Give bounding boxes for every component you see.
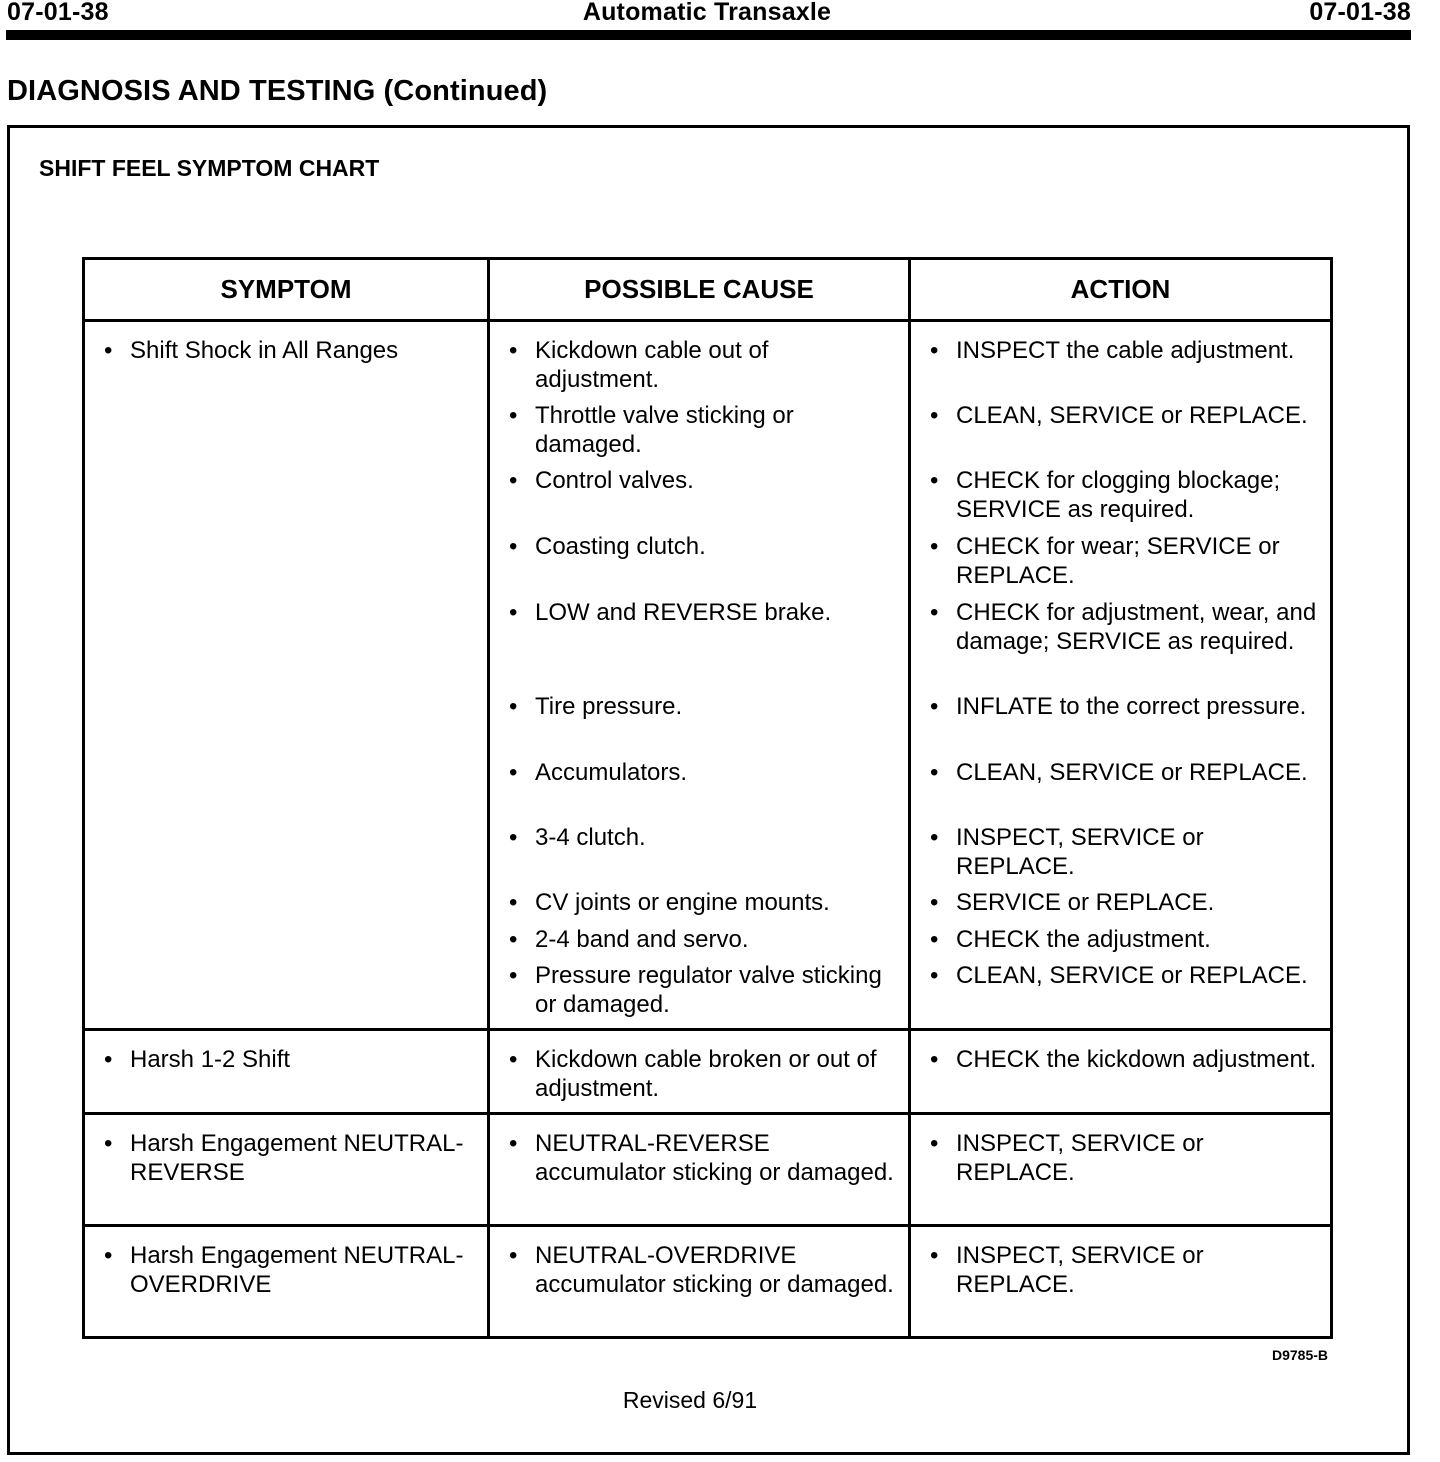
cause-item: • NEUTRAL-REVERSE accumulator sticking or damaged. [506, 1129, 898, 1187]
action-item: • INSPECT, SERVICE or REPLACE. [927, 1129, 1320, 1187]
action-item: • INSPECT, SERVICE or REPLACE. [927, 1241, 1320, 1299]
column-header-symptom: SYMPTOM [84, 259, 489, 321]
cause-item: • NEUTRAL-OVERDRIVE accumulator sticking or damaged. [506, 1241, 898, 1299]
cause-item: • Kickdown cable broken or out of adjustment. [506, 1045, 898, 1103]
action-item: • CLEAN, SERVICE or REPLACE. [927, 401, 1320, 430]
bullet-list [927, 1045, 1320, 1074]
symptom-item: • Shift Shock in All Ranges [101, 336, 477, 365]
figure-id: D9785-B [1271, 1347, 1328, 1363]
symptom-cell [84, 1030, 489, 1114]
table-header-row [84, 259, 1332, 321]
action-item: • CLEAN, SERVICE or REPLACE. [927, 961, 1320, 990]
action-cell [910, 1226, 1332, 1338]
cause-item: • 2-4 band and servo. [506, 925, 898, 954]
cause-item: • Control valves. [506, 466, 898, 495]
cause-item: • CV joints or engine mounts. [506, 888, 898, 917]
running-title: Automatic Transaxle [582, 0, 832, 26]
action-item: • CHECK for adjustment, wear, and damage; SERVICE as required. [927, 598, 1320, 656]
action-item: • INFLATE to the correct pressure. [927, 692, 1320, 721]
cause-cell [489, 1226, 910, 1338]
cause-item: • LOW and REVERSE brake. [506, 598, 898, 627]
action-cell [910, 1030, 1332, 1114]
action-cell [910, 321, 1332, 1030]
column-header-possible-cause: POSSIBLE CAUSE [489, 259, 910, 321]
table-row [84, 1114, 1332, 1226]
cause-item: • Coasting clutch. [506, 532, 898, 561]
bullet-list [927, 1241, 1320, 1299]
page-number-right: 07-01-38 [1309, 0, 1411, 26]
table-row [84, 321, 1332, 1030]
bullet-list [101, 1045, 477, 1074]
table-row [84, 1226, 1332, 1338]
cause-item: • Kickdown cable out of adjustment. [506, 336, 898, 394]
chart-title: SHIFT FEEL SYMPTOM CHART [39, 155, 380, 181]
bullet-list [927, 1129, 1320, 1187]
cause-item: • Throttle valve sticking or damaged. [506, 401, 898, 459]
page-number-left: 07-01-38 [7, 0, 109, 26]
symptom-item: • Harsh 1-2 Shift [101, 1045, 477, 1074]
bullet-list [506, 1129, 898, 1187]
symptom-item: • Harsh Engagement NEUTRAL-OVERDRIVE [101, 1241, 477, 1299]
header-rule [6, 30, 1411, 40]
symptom-cell [84, 1226, 489, 1338]
cause-item: • Accumulators. [506, 758, 898, 787]
table-row [84, 1030, 1332, 1114]
symptom-table [82, 257, 1333, 1339]
action-item: • SERVICE or REPLACE. [927, 888, 1320, 917]
bullet-list [506, 1241, 898, 1299]
action-item: • CHECK the adjustment. [927, 925, 1320, 954]
revision-note: Revised 6/91 [622, 1387, 758, 1413]
cause-item: • 3-4 clutch. [506, 823, 898, 852]
bullet-list [506, 1045, 898, 1103]
symptom-item: • Harsh Engagement NEUTRAL-REVERSE [101, 1129, 477, 1187]
action-item: • INSPECT, SERVICE or REPLACE. [927, 823, 1320, 881]
cause-item: • Pressure regulator valve sticking or damaged. [506, 961, 898, 1019]
cause-cell [489, 321, 910, 1030]
bullet-list [101, 1241, 477, 1299]
section-title: DIAGNOSIS AND TESTING (Continued) [7, 75, 548, 107]
bullet-list [101, 336, 477, 365]
action-item: • INSPECT the cable adjustment. [927, 336, 1320, 365]
bullet-list [101, 1129, 477, 1187]
cause-item: • Tire pressure. [506, 692, 898, 721]
column-header-action: ACTION [910, 259, 1332, 321]
action-item: • CHECK for clogging blockage; SERVICE as required. [927, 466, 1320, 524]
symptom-cell [84, 321, 489, 1030]
action-item: • CLEAN, SERVICE or REPLACE. [927, 758, 1320, 787]
symptom-cell [84, 1114, 489, 1226]
action-item: • CHECK for wear; SERVICE or REPLACE. [927, 532, 1320, 590]
action-cell [910, 1114, 1332, 1226]
action-item: • CHECK the kickdown adjustment. [927, 1045, 1320, 1074]
table-body [84, 321, 1332, 1338]
cause-cell [489, 1114, 910, 1226]
cause-cell [489, 1030, 910, 1114]
